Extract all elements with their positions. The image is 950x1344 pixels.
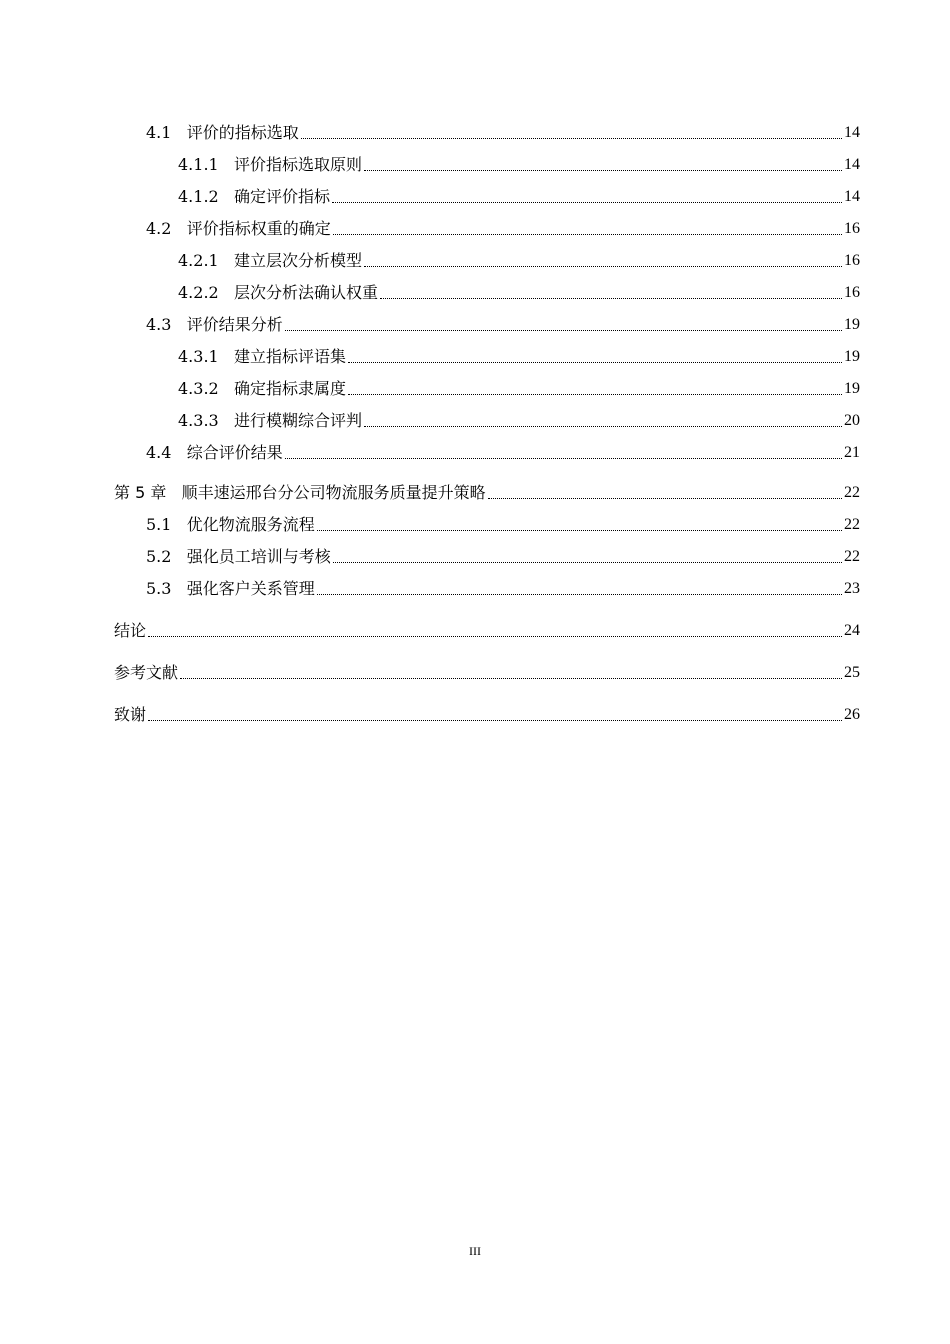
toc-entry-number: 5.2 (146, 547, 172, 566)
toc-entry-title: 层次分析法确认权重 (233, 283, 378, 302)
toc-dot-leader (317, 594, 842, 595)
toc-entry[interactable] (146, 578, 860, 600)
toc-entry[interactable] (178, 346, 860, 368)
toc-entry[interactable] (178, 154, 860, 176)
toc-entry-page-number: 26 (844, 706, 860, 723)
toc-entry-title: 强化员工培训与考核 (186, 547, 331, 566)
toc-entry-spacer (171, 578, 186, 600)
toc-entry-spacer (171, 218, 186, 240)
toc-dot-leader (317, 530, 842, 531)
toc-entry-page-number: 23 (844, 580, 860, 597)
toc-entry[interactable] (146, 546, 860, 568)
toc-entry[interactable] (114, 662, 860, 684)
toc-entry-page-number: 16 (844, 284, 860, 301)
toc-entry[interactable] (178, 282, 860, 304)
toc-entry-title: 综合评价结果 (186, 443, 283, 462)
toc-entry[interactable] (178, 250, 860, 272)
toc-entry-title: 进行模糊综合评判 (233, 411, 362, 430)
toc-entry-page-number: 16 (844, 252, 860, 269)
toc-entry-number: 4.3 (146, 315, 172, 334)
toc-entry-title: 评价结果分析 (186, 315, 283, 334)
toc-entry-spacer (171, 514, 186, 536)
toc-entry-page-number: 14 (844, 188, 860, 205)
toc-entry[interactable] (114, 620, 860, 642)
toc-entry-title: 确定指标隶属度 (233, 379, 346, 398)
toc-dot-leader (364, 170, 842, 171)
toc-dot-leader (285, 458, 842, 459)
toc-entry[interactable] (178, 378, 860, 400)
toc-entry-number: 4.3.2 (178, 379, 219, 398)
toc-entry-spacer (171, 442, 186, 464)
toc-entry-title: 参考文献 (114, 663, 179, 682)
toc-entry-number: 4.1.1 (178, 155, 219, 174)
toc-entry-number: 4.2 (146, 219, 172, 238)
toc-entry-number: 第 5 章 (114, 483, 167, 502)
toc-entry-page-number: 22 (844, 516, 860, 533)
toc-entry-page-number: 19 (844, 348, 860, 365)
toc-entry-spacer (219, 154, 234, 176)
toc-entry-title: 优化物流服务流程 (186, 515, 315, 534)
toc-entry-spacer (219, 378, 234, 400)
toc-dot-leader (348, 394, 842, 395)
toc-entry[interactable] (114, 704, 860, 726)
toc-dot-leader (348, 362, 842, 363)
toc-entry-page-number: 14 (844, 124, 860, 141)
toc-entry-number: 4.1.2 (178, 187, 219, 206)
toc-dot-leader (285, 330, 842, 331)
toc-entry-title: 建立指标评语集 (233, 347, 346, 366)
toc-entry-title: 顺丰速运邢台分公司物流服务质量提升策略 (181, 483, 486, 502)
toc-entry-spacer (219, 410, 234, 432)
toc-entry-title: 强化客户关系管理 (186, 579, 315, 598)
toc-dot-leader (364, 266, 842, 267)
toc-entry-number: 4.1 (146, 123, 172, 142)
toc-entry-spacer (219, 346, 234, 368)
toc-entry-number: 4.3.3 (178, 411, 219, 430)
toc-entry-number: 5.1 (146, 515, 172, 534)
toc-entry-page-number: 24 (844, 622, 860, 639)
toc-entry-spacer (171, 122, 186, 144)
toc-dot-leader (148, 636, 842, 637)
toc-entry-page-number: 22 (844, 548, 860, 565)
toc-entry-page-number: 22 (844, 484, 860, 501)
toc-dot-leader (333, 234, 842, 235)
toc-entry-title: 建立层次分析模型 (233, 251, 362, 270)
toc-entry-title: 致谢 (114, 705, 147, 724)
toc-dot-leader (332, 202, 842, 203)
toc-entry-page-number: 19 (844, 380, 860, 397)
toc-dot-leader (333, 562, 842, 563)
toc-entry-page-number: 14 (844, 156, 860, 173)
toc-entry-spacer (171, 314, 186, 336)
toc-entry-page-number: 20 (844, 412, 860, 429)
toc-entry-title: 结论 (114, 621, 147, 640)
toc-entry-spacer (166, 482, 181, 504)
toc-entry[interactable] (114, 482, 860, 504)
toc-entry-number: 4.3.1 (178, 347, 219, 366)
toc-entry-title: 评价指标权重的确定 (186, 219, 331, 238)
toc-dot-leader (180, 678, 842, 679)
toc-entry-page-number: 21 (844, 444, 860, 461)
toc-entry-spacer (171, 546, 186, 568)
toc-dot-leader (148, 720, 842, 721)
toc-dot-leader (380, 298, 842, 299)
toc-entry-number: 4.2.2 (178, 283, 219, 302)
toc-entry[interactable] (146, 122, 860, 144)
toc-entry[interactable] (146, 442, 860, 464)
toc-entry[interactable] (146, 514, 860, 536)
toc-entry-number: 5.3 (146, 579, 172, 598)
toc-entry-spacer (219, 282, 234, 304)
toc-entry-page-number: 19 (844, 316, 860, 333)
toc-dot-leader (364, 426, 842, 427)
toc-dot-leader (488, 498, 842, 499)
toc-entry[interactable] (178, 186, 860, 208)
toc-entry[interactable] (178, 410, 860, 432)
toc-entry-title: 评价的指标选取 (186, 123, 299, 142)
toc-entry-number: 4.2.1 (178, 251, 219, 270)
toc-entry[interactable] (146, 314, 860, 336)
toc-dot-leader (301, 138, 842, 139)
toc-entry-title: 确定评价指标 (233, 187, 330, 206)
toc-entry-title: 评价指标选取原则 (233, 155, 362, 174)
toc-entry-spacer (219, 186, 234, 208)
toc-entry-page-number: 25 (844, 664, 860, 681)
toc-entry-spacer (219, 250, 234, 272)
toc-entry-page-number: 16 (844, 220, 860, 237)
page-footer-number: III (469, 1244, 481, 1258)
toc-entry[interactable] (146, 218, 860, 240)
toc-entry-number: 4.4 (146, 443, 172, 462)
